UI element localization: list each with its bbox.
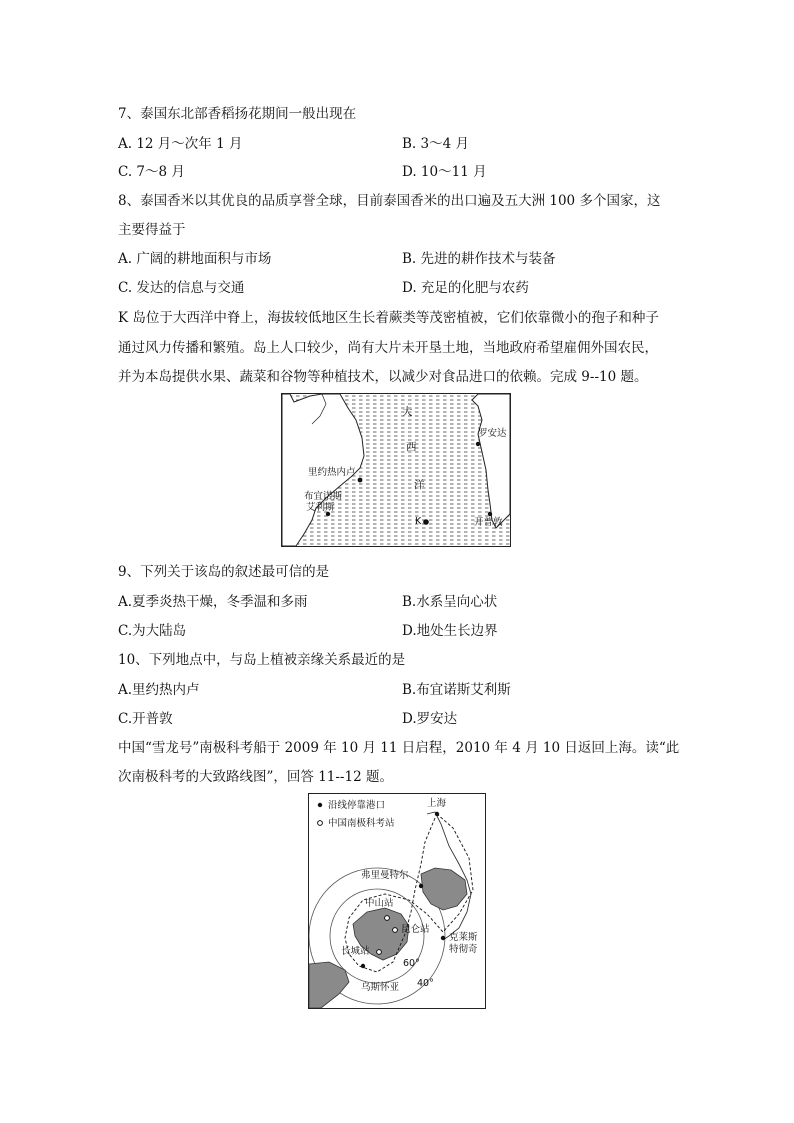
- ocean-label-yang: 洋: [414, 479, 425, 491]
- zhongshan-label: 中山站: [365, 898, 394, 909]
- australia-landmass: [421, 868, 467, 910]
- passage-k-line1: K 岛位于大西洋中脊上，海拔较低地区生长着蕨类等茂密植被，它们依靠微小的孢子和种子: [118, 310, 659, 326]
- ushuaia-label: 乌斯怀亚: [361, 982, 400, 993]
- ocean-label-da: 大: [402, 406, 413, 418]
- fremantle-label: 弗里曼特尔: [361, 870, 409, 881]
- rio-marker: [358, 478, 363, 483]
- kunlun-station-marker: [393, 928, 398, 933]
- q7-option-d: D. 10～11 月: [402, 164, 487, 180]
- passage-xuelong-line2: 次南极科考的大致路线图”，回答 11--12 题。: [118, 769, 393, 785]
- atlantic-map: [281, 393, 511, 547]
- cape-town-label: 开普敦: [474, 517, 503, 528]
- shanghai-marker: [435, 812, 439, 816]
- q8-option-a: A. 广阔的耕地面积与市场: [118, 251, 272, 267]
- luanda-marker: [476, 442, 480, 446]
- q10-option-a: A.里约热内卢: [118, 682, 200, 698]
- legend-station-marker: [318, 821, 323, 826]
- fremantle-marker: [419, 884, 423, 888]
- kunlun-label: 昆仑站: [401, 924, 430, 935]
- q9-option-c: C.为大陆岛: [118, 623, 187, 639]
- christchurch-label-line2: 特彻奇: [449, 944, 478, 955]
- buenos-aires-label-line2: 艾利斯: [306, 502, 335, 513]
- k-island-label: K: [415, 516, 422, 527]
- q9-option-a: A.夏季炎热干燥，冬季温和多雨: [118, 594, 308, 610]
- q8-option-b: B. 先进的耕作技术与装备: [402, 251, 556, 267]
- latitude-40-label: 40°: [417, 978, 434, 989]
- q9-stem: 9、下列关于该岛的叙述最可信的是: [118, 564, 330, 580]
- rio-label: 里约热内卢: [308, 467, 356, 478]
- antarctic-route-map: [308, 793, 486, 1009]
- q9-option-d: D.地处生长边界: [402, 623, 498, 639]
- q7-stem: 7、泰国东北部香稻扬花期间一般出现在: [118, 106, 357, 122]
- changcheng-label: 长城站: [341, 946, 370, 957]
- south-america-tip-landmass: [309, 962, 349, 1008]
- ocean-label-xi: 西: [406, 441, 417, 453]
- changcheng-station-marker: [377, 950, 382, 955]
- christchurch-marker: [441, 936, 445, 940]
- q8-stem-line2: 主要得益于: [118, 222, 186, 238]
- passage-k-line3: 并为本岛提供水果、蔬菜和谷物等种植技术，以减少对食品进口的依赖。完成 9--10 题。: [118, 369, 648, 385]
- cape-town-marker: [488, 512, 492, 516]
- passage-k-line2: 通过风力传播和繁殖。岛上人口较少，尚有大片未开垦土地，当地政府希望雇佣外国农民，: [118, 340, 658, 356]
- q10-option-d: D.罗安达: [402, 711, 458, 727]
- latitude-60-label: 60°: [403, 958, 420, 969]
- q10-option-b: B.布宜诺斯艾利斯: [402, 682, 511, 698]
- q10-option-c: C.开普敦: [118, 711, 173, 727]
- shanghai-label: 上海: [427, 798, 447, 809]
- q7-option-b: B. 3～4 月: [402, 136, 469, 152]
- legend-station-label: 中国南极科考站: [328, 818, 395, 829]
- legend-port-label: 沿线停靠港口: [328, 800, 386, 811]
- luanda-label: 罗安达: [478, 428, 507, 439]
- k-island-marker: [423, 519, 429, 525]
- q7-option-a: A. 12 月～次年 1 月: [118, 136, 243, 152]
- christchurch-label-line1: 克莱斯: [449, 932, 478, 943]
- q8-option-d: D. 充足的化肥与农药: [402, 280, 529, 296]
- buenos-aires-label-line1: 布宜诺斯: [304, 491, 343, 502]
- zhongshan-station-marker: [385, 916, 390, 921]
- passage-xuelong-line1: 中国“雪龙号”南极科考船于 2009 年 10 月 11 日启程，2010 年 4 月 10 日返回上海。读“此: [118, 740, 680, 756]
- q7-option-c: C. 7～8 月: [118, 164, 185, 180]
- q10-stem: 10、下列地点中，与岛上植被亲缘关系最近的是: [118, 652, 406, 668]
- ushuaia-marker: [361, 964, 365, 968]
- q8-stem-line1: 8、泰国香米以其优良的品质享誉全球，目前泰国香米的出口遍及五大洲 100 多个国家，这: [118, 193, 661, 209]
- legend-port-marker: [318, 803, 322, 807]
- q8-option-c: C. 发达的信息与交通: [118, 280, 245, 296]
- q9-option-b: B.水系呈向心状: [402, 594, 498, 610]
